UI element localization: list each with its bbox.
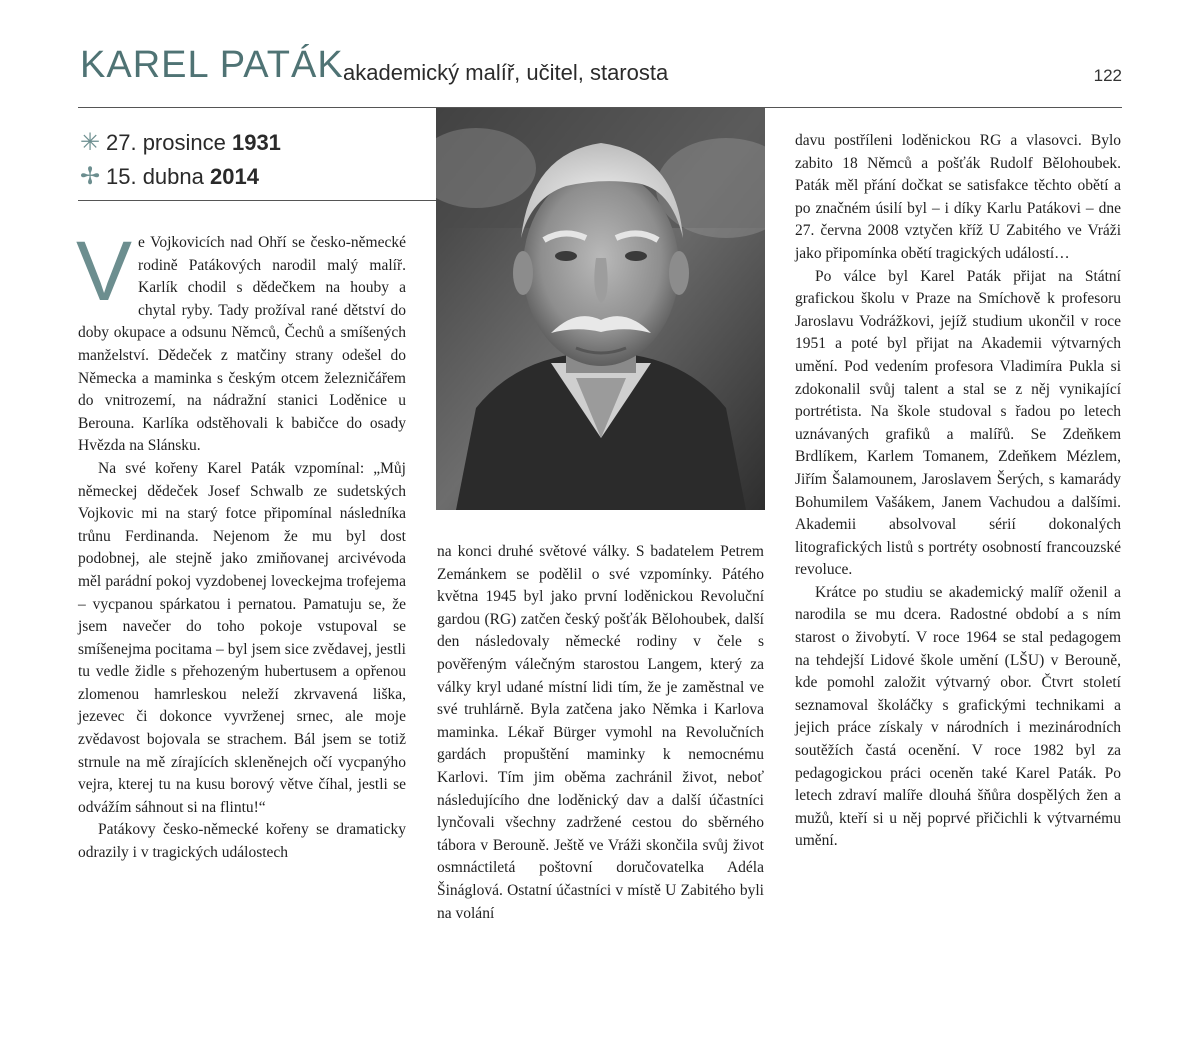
- birth-date: [80, 128, 281, 157]
- portrait-photo: [436, 108, 765, 510]
- death-cross-icon: ✢: [80, 163, 101, 190]
- birth-year: 1931: [231, 130, 281, 155]
- dates-divider: [78, 200, 438, 201]
- person-occupation: akademický malíř, učitel, starosta: [343, 60, 669, 85]
- paragraph: davu postříleni loděnickou RG a vlasovci. Bylo zabito 18 Němců a pošťák Rudolf Bělohoubek. Paták měl přání dočkat se satisfakce těchto obětí a po značném úsilí byl – i díky Karlu Patákovi – dne 27. června 2008 vztyčen kříž U Zabitého ve Vráži jako připomínka obětí tragických událostí…: [795, 132, 1121, 262]
- page-number: 122: [1093, 66, 1122, 85]
- article-column-3: [795, 130, 1121, 853]
- death-date: [80, 162, 259, 191]
- birth-date-text: 27. prosince: [106, 130, 232, 155]
- paragraph: Patákovy česko-německé kořeny se dramaticky odrazily i v tragických událostech: [78, 821, 406, 862]
- death-year: 2014: [209, 164, 259, 189]
- drop-cap: V: [76, 224, 133, 318]
- paragraph: na konci druhé světové války. S badatelem Petrem Zemánkem se podělil o své vzpomínky. Pátého května 1945 byl jako první loděnickou Revoluční gardou (RG) zatčen český pošťák Bělohoubek, další den následovaly německé rodiny v čele s pověřeným válečným starostou Langem, který za války kryl udané místní lidi tím, že je zaměstnal ve své truhlárně. Byla zatčena jako Němka i Karlova maminka. Lékař Bürger vymohl na Revolučních gardách propuštění maminky k nemocnému Karlovi. Tím jim oběma zachránil život, neboť následujícího dne loděnický dav a další účastníci lynčovali všechny zadržené cestou do sběrného tábora v Berouně. Ještě ve Vráži skončila svůj život osmnáctiletá poštovní doručovatelka Adéla Šináglová. Ostatní účastníci v místě U Zabitého byli na volání: [437, 543, 764, 922]
- article-column-2: [437, 541, 764, 925]
- paragraph: Po válce byl Karel Paták přijat na Státní grafickou školu v Praze na Smíchově k profesoru Jaroslavu Vodrážkovi, jejíž studium ukončil v roce 1951 a poté byl přijat na Akademii výtvarných umění. Pod vedením profesora Vladimíra Pukla si zdokonalil svůj talent a stal se z něj vynikající portrétista. Na škole studoval s řadou po letech uznávaných grafiků a malířů. Se Zdeňkem Brdlíkem, Karlem Tomanem, Zdeňkem Mézlem, Jiřím Šalamounem, Jaroslavem Šerých, s kamarády Bohumilem Vašákem, Janem Vachudou a dalšími. Akademii absolvoval sérií dokonalých litografických listů s portréty osobností francouzské revoluce.: [795, 267, 1121, 579]
- death-date-text: 15. dubna: [106, 164, 210, 189]
- person-name: KAREL PATÁK: [80, 44, 344, 86]
- paragraph: Krátce po studiu se akademický malíř oženil a narodila se mu dcera. Radostné období a s ním starost o živobytí. V roce 1964 se stal pedagogem na tehdejší Lidové škole umění (LŠU) v Berouně, kde pomohl založit výtvarný obor. Čtvrt století seznamoval školáčky s grafickými technikami a jejich práce získaly v národních i mezinárodních soutěžích častá ocenění. V roce 1982 byl za pedagogickou práci oceněn také Karel Paták. Po letech zdraví malíře dlouhá šňůra dospělých žen a mužů, kteří si u něj poprvé přičichli k výtvarnému umění.: [795, 583, 1121, 850]
- birth-asterisk-icon: ✳: [80, 129, 101, 156]
- portrait-photo-icon: [436, 108, 765, 510]
- paragraph: Na své kořeny Karel Paták vzpomínal: „Můj německej dědeček Josef Schwalb ze sudetských Vojkovic mi na starý fotce připomínal následníka trůnu Ferdinanda. Nejenom že mu byl dost podobnej, ale stejně jako zmiňovanej arcivévoda měl parádní pokoj vyzdobenej loveckejma trofejema – vycpanou spárkatou i pernatou. Pamatuju se, že jsem navečer do toho pokoje vstupoval se smíšenejma pocitama – byl jsem sice zvědavej, jestli tu vedle židle s přehozeným hubertusem a opřenou zlomenou hamrleskou neleží zkrvavená liška, jezevec či dokonce vyvrženej srnec, ale moje zvědavost bojovala se strachem. Bál jsem se totiž strnule na mě zírajících skleněnejch očí vycpanýho vejra, kterej tu na kusu borový větve číhal, jestli se odvážím sáhnout si na flintu!“: [78, 459, 406, 816]
- article-column-1: [76, 224, 406, 865]
- paragraph: e Vojkovicích nad Ohří se česko-německé rodině Patákových narodil malý malíř. Karlík chodil s dědečkem na houby a chytal ryby. Tady prožíval rané dětství do doby okupace a odsunu Němců, Čechů a smíšených manželství. Dědeček z matčiny strany odešel do Německa a maminka s českým otcem železničářem do vnitrozemí, na nádražní stanici Loděnice u Berouna. Karlíka odstěhovali k babičce do osady Hvězda na Slánsku.: [78, 234, 406, 455]
